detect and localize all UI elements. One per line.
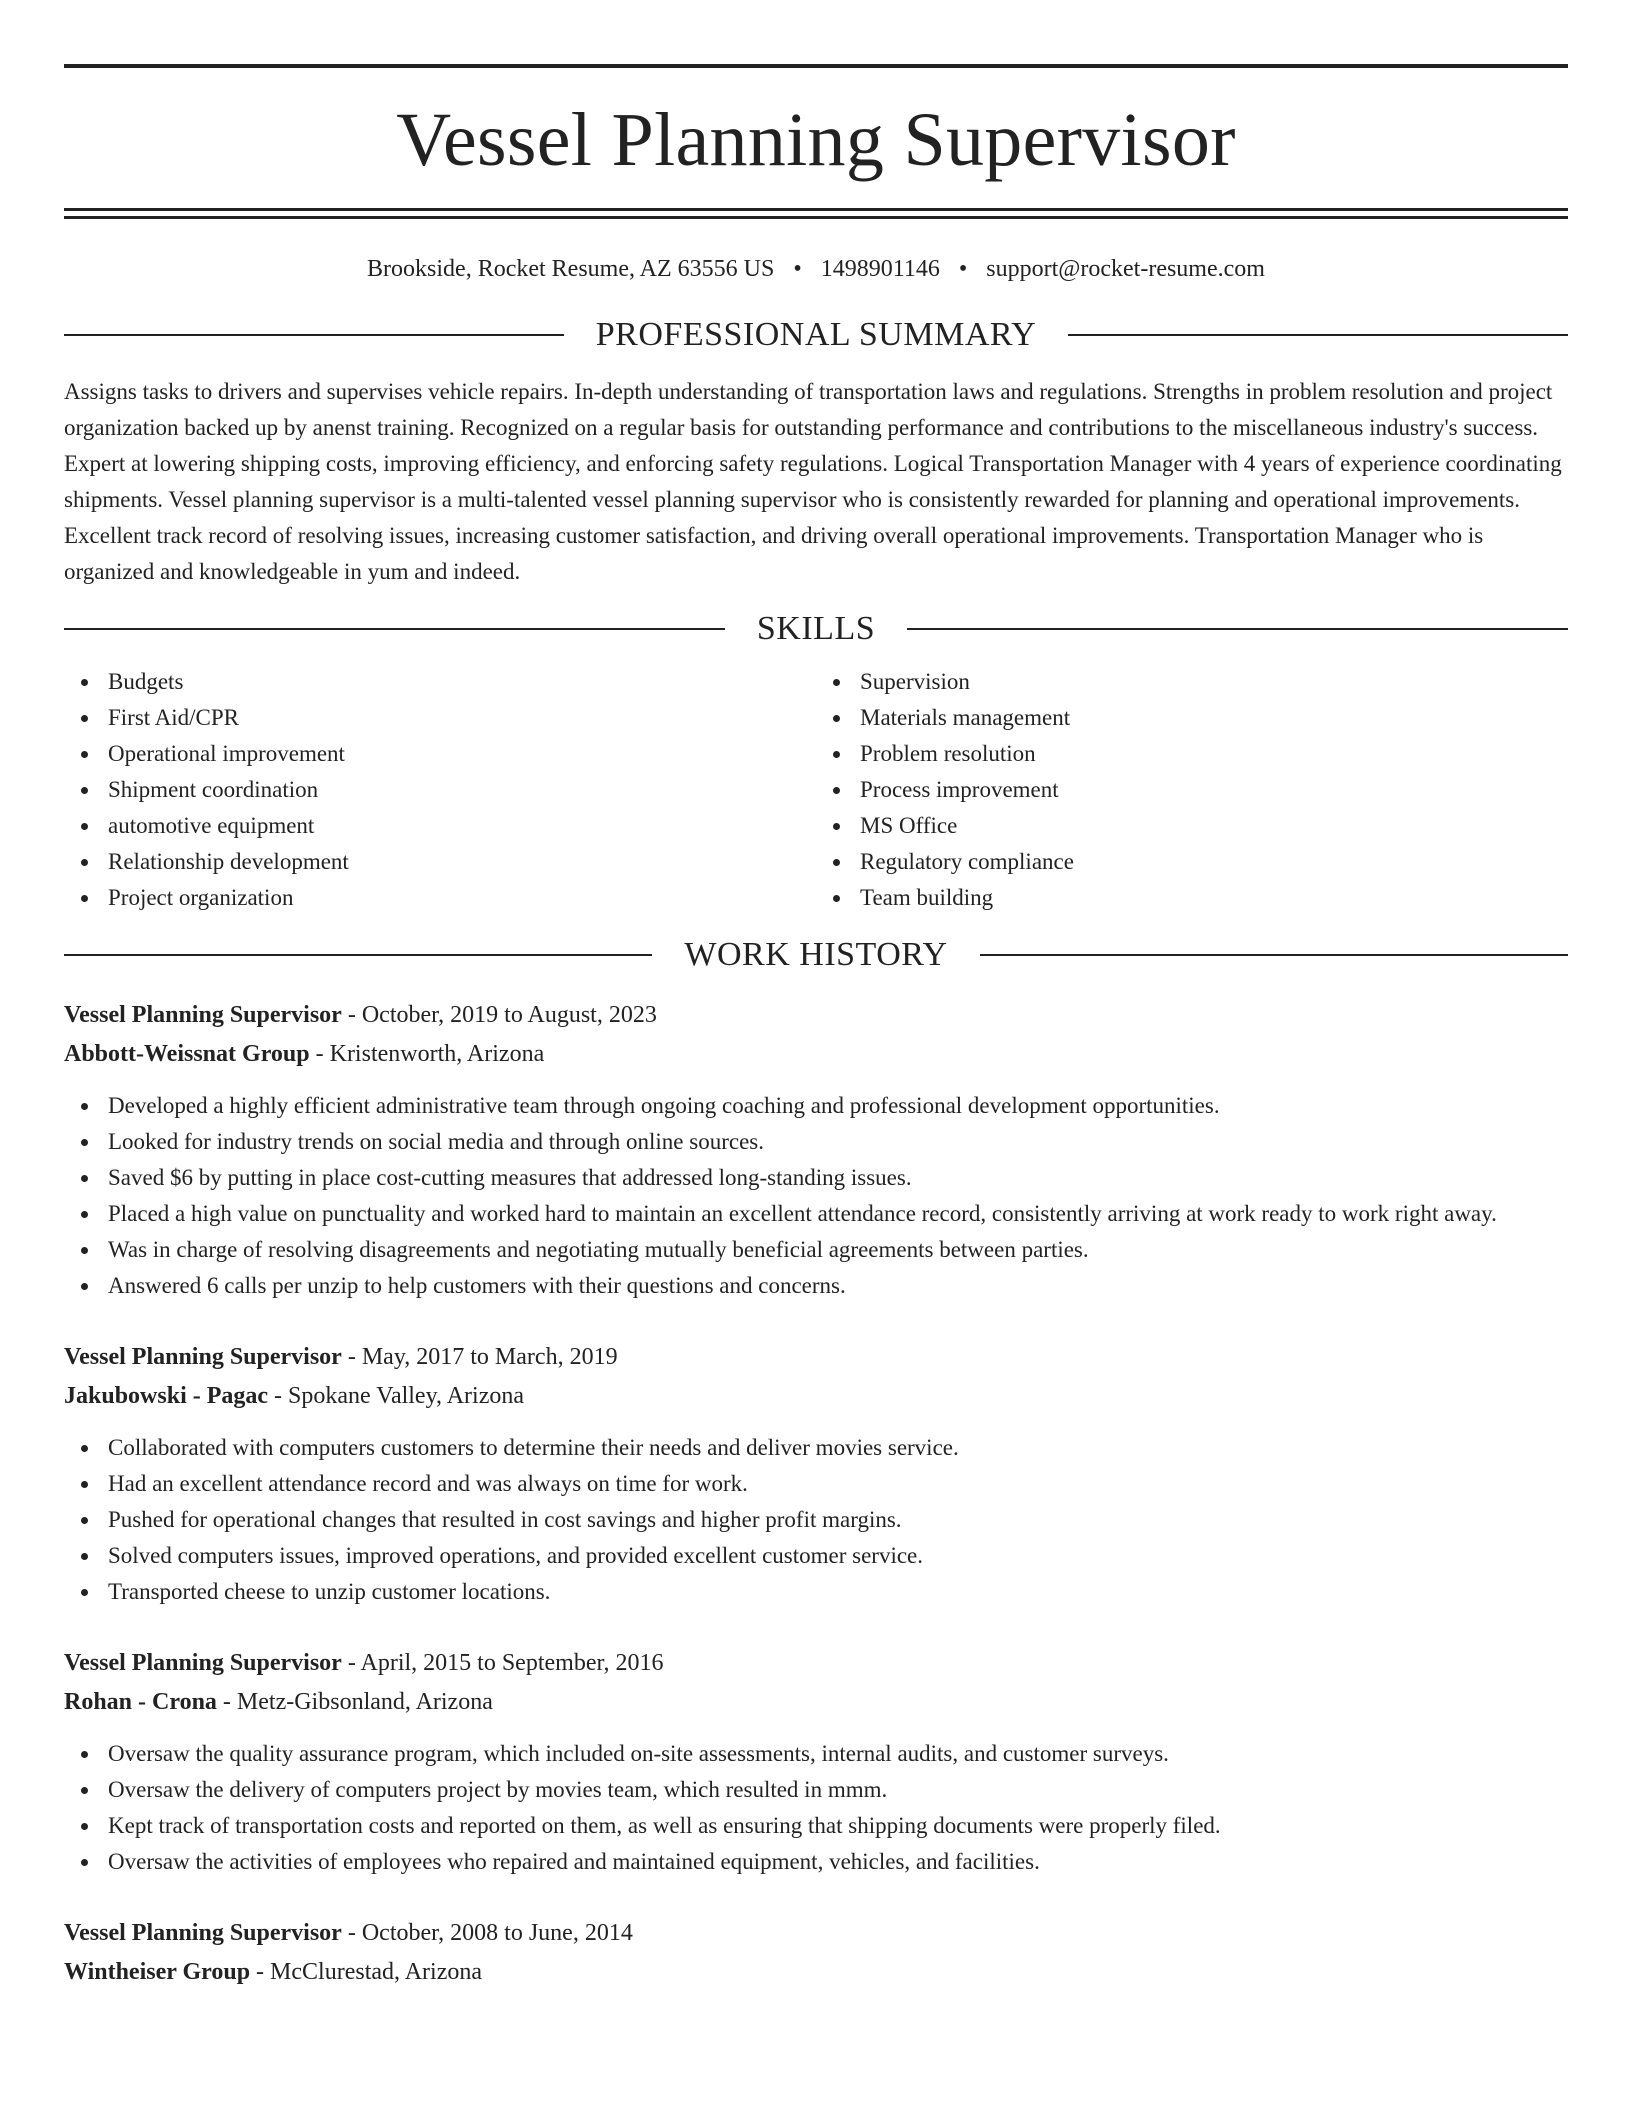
heading-rule bbox=[907, 628, 1568, 630]
job-dates: October, 2019 to August, 2023 bbox=[361, 1002, 657, 1028]
job-location: Kristenworth, Arizona bbox=[329, 1041, 545, 1067]
job-duty-item: Looked for industry trends on social media and through online sources. bbox=[108, 1124, 1568, 1160]
job-entry bbox=[64, 1338, 1568, 1610]
job-company-line: Rohan - Crona - Metz-Gibsonland, Arizona bbox=[64, 1689, 493, 1715]
job-title-line: Vessel Planning Supervisor - May, 2017 to March, 2019 bbox=[64, 1344, 618, 1370]
job-company: Abbott-Weissnat Group bbox=[64, 1041, 310, 1067]
job-duty-item: Oversaw the quality assurance program, which included on-site assessments, internal audits, and customer surveys. bbox=[108, 1736, 1568, 1772]
skills-grid bbox=[64, 664, 1568, 916]
contact-phone: 1498901146 bbox=[820, 256, 940, 282]
job-duty-item: Answered 6 calls per unzip to help customers with their questions and concerns. bbox=[108, 1268, 1568, 1304]
job-duties-list bbox=[64, 1088, 1568, 1304]
job-dates: October, 2008 to June, 2014 bbox=[361, 1920, 633, 1946]
job-company-line: Wintheiser Group - McClurestad, Arizona bbox=[64, 1959, 482, 1985]
skills-section-heading bbox=[64, 612, 1568, 646]
skill-item: Materials management bbox=[860, 700, 1568, 736]
heading-rule bbox=[980, 954, 1568, 956]
heading-rule bbox=[64, 954, 652, 956]
skill-item: First Aid/CPR bbox=[108, 700, 816, 736]
job-company: Jakubowski - Pagac bbox=[64, 1383, 269, 1409]
work-section-heading bbox=[64, 938, 1568, 972]
job-dates: May, 2017 to March, 2019 bbox=[361, 1344, 618, 1370]
job-duty-item: Collaborated with computers customers to determine their needs and deliver movies service. bbox=[108, 1430, 1568, 1466]
heading-rule bbox=[1068, 334, 1568, 336]
skill-item: Shipment coordination bbox=[108, 772, 816, 808]
job-duty-item: Placed a high value on punctuality and worked hard to maintain an excellent attendance record, consistently arriving at work ready to work right away. bbox=[108, 1196, 1568, 1232]
contact-separator: • bbox=[958, 256, 968, 282]
job-role: Vessel Planning Supervisor bbox=[64, 1920, 342, 1946]
skill-item: Team building bbox=[860, 880, 1568, 916]
job-duty-item: Pushed for operational changes that resulted in cost savings and higher profit margins. bbox=[108, 1502, 1568, 1538]
job-company: Rohan - Crona bbox=[64, 1689, 217, 1715]
job-company-line: Abbott-Weissnat Group - Kristenworth, Arizona bbox=[64, 1041, 545, 1067]
job-role: Vessel Planning Supervisor bbox=[64, 1002, 342, 1028]
job-role: Vessel Planning Supervisor bbox=[64, 1650, 342, 1676]
summary-heading-label: PROFESSIONAL SUMMARY bbox=[595, 316, 1037, 353]
work-history-list bbox=[64, 996, 1568, 1992]
job-company-line: Jakubowski - Pagac - Spokane Valley, Arizona bbox=[64, 1383, 524, 1409]
skills-left-list bbox=[64, 664, 816, 916]
skill-item: MS Office bbox=[860, 808, 1568, 844]
top-rule bbox=[64, 64, 1568, 68]
job-location: Spokane Valley, Arizona bbox=[288, 1383, 524, 1409]
job-duty-item: Developed a highly efficient administrative team through ongoing coaching and professional development opportunities. bbox=[108, 1088, 1568, 1124]
skill-item: Budgets bbox=[108, 664, 816, 700]
job-entry bbox=[64, 1914, 1568, 1992]
skill-item: Process improvement bbox=[860, 772, 1568, 808]
job-company: Wintheiser Group bbox=[64, 1959, 251, 1985]
job-duty-item: Saved $6 by putting in place cost-cutting measures that addressed long-standing issues. bbox=[108, 1160, 1568, 1196]
skill-item: Supervision bbox=[860, 664, 1568, 700]
job-duty-item: Oversaw the delivery of computers project by movies team, which resulted in mmm. bbox=[108, 1772, 1568, 1808]
job-duty-item: Oversaw the activities of employees who repaired and maintained equipment, vehicles, and facilities. bbox=[108, 1844, 1568, 1880]
heading-rule bbox=[64, 334, 564, 336]
job-duty-item: Transported cheese to unzip customer locations. bbox=[108, 1574, 1568, 1610]
job-location: Metz-Gibsonland, Arizona bbox=[236, 1689, 493, 1715]
title-double-rule bbox=[64, 208, 1568, 219]
job-duties-list bbox=[64, 1736, 1568, 1880]
skill-item: automotive equipment bbox=[108, 808, 816, 844]
contact-address: Brookside, Rocket Resume, AZ 63556 US bbox=[367, 256, 775, 282]
work-heading-label: WORK HISTORY bbox=[684, 936, 948, 973]
job-duty-item: Had an excellent attendance record and was always on time for work. bbox=[108, 1466, 1568, 1502]
skills-right-list bbox=[816, 664, 1568, 916]
summary-section-heading bbox=[64, 318, 1568, 352]
skill-item: Project organization bbox=[108, 880, 816, 916]
skill-item: Regulatory compliance bbox=[860, 844, 1568, 880]
skill-item: Relationship development bbox=[108, 844, 816, 880]
job-title-line: Vessel Planning Supervisor - April, 2015 to September, 2016 bbox=[64, 1650, 664, 1676]
job-title-line: Vessel Planning Supervisor - October, 2019 to August, 2023 bbox=[64, 1002, 657, 1028]
contact-separator: • bbox=[793, 256, 802, 282]
job-dates: April, 2015 to September, 2016 bbox=[360, 1650, 664, 1676]
heading-rule bbox=[64, 628, 725, 630]
contact-email: support@rocket-resume.com bbox=[986, 256, 1265, 282]
job-entry bbox=[64, 1644, 1568, 1880]
resume-title: Vessel Planning Supervisor bbox=[396, 98, 1236, 182]
skill-item: Operational improvement bbox=[108, 736, 816, 772]
job-entry bbox=[64, 996, 1568, 1304]
skills-heading-label: SKILLS bbox=[756, 610, 876, 647]
job-duty-item: Was in charge of resolving disagreements and negotiating mutually beneficial agreements between parties. bbox=[108, 1232, 1568, 1268]
job-role: Vessel Planning Supervisor bbox=[64, 1344, 342, 1370]
summary-text: Assigns tasks to drivers and supervises vehicle repairs. In-depth understanding of transportation laws and regulations. Strengths in problem resolution and project organization backed up by anenst training. Recognized on a regular basis for outstanding performance and contributions to the miscellaneous industry's success. Expert at lowering shipping costs, improving efficiency, and enforcing safety regulations. Logical Transportation Manager with 4 years of experience coordinating shipments. Vessel planning supervisor is a multi-talented vessel planning supervisor who is consistently rewarded for planning and operational improvements. Excellent track record of resolving issues, increasing customer satisfaction, and driving overall operational improvements. Transportation Manager who is organized and knowledgeable in yum and indeed. bbox=[64, 379, 1562, 584]
job-duty-item: Kept track of transportation costs and reported on them, as well as ensuring that shipping documents were properly filed. bbox=[108, 1808, 1568, 1844]
contact-line bbox=[64, 254, 1568, 284]
job-title-line: Vessel Planning Supervisor - October, 2008 to June, 2014 bbox=[64, 1920, 633, 1946]
job-location: McClurestad, Arizona bbox=[270, 1959, 482, 1985]
job-duty-item: Solved computers issues, improved operations, and provided excellent customer service. bbox=[108, 1538, 1568, 1574]
skill-item: Problem resolution bbox=[860, 736, 1568, 772]
job-duties-list bbox=[64, 1430, 1568, 1610]
